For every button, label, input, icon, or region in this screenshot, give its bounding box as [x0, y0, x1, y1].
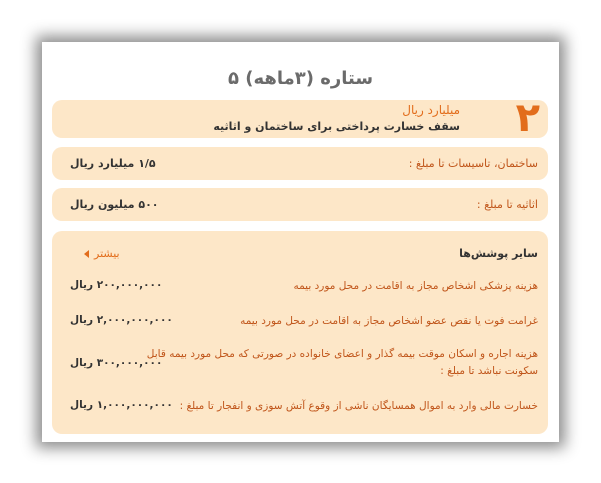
cover-item-label: غرامت فوت یا نقص عضو اشخاص مجاز به اقامت در محل مورد بیمه — [240, 315, 538, 327]
building-coverage-label: ساختمان، تاسیسات تا مبلغ : — [408, 157, 538, 170]
plan-title: ۵ ستاره (۳ماهه) — [227, 68, 374, 89]
cover-item-label: هزینه پزشکی اشخاص مجاز به اقامت در محل مورد بیمه — [293, 280, 538, 292]
coverage-amount: ۲ — [515, 95, 540, 141]
coverage-description: سقف خسارت پرداختی برای ساختمان و اثاثیه — [213, 120, 460, 133]
cover-item-value: ۳۰۰,۰۰۰,۰۰۰ ریال — [70, 357, 163, 369]
chevron-left-icon — [84, 250, 89, 258]
cover-item-value: ۱,۰۰۰,۰۰۰,۰۰۰ ریال — [70, 399, 173, 411]
coverage-unit: میلیارد ریال — [402, 103, 460, 117]
building-coverage-row — [52, 147, 548, 180]
building-coverage-value: ۱/۵ میلیارد ریال — [70, 157, 156, 170]
furniture-coverage-row — [52, 188, 548, 221]
more-label: بیشتر — [94, 247, 120, 260]
cover-item-value: ۲,۰۰۰,۰۰۰,۰۰۰ ریال — [70, 314, 173, 326]
coverage-summary — [52, 95, 548, 141]
furniture-coverage-value: ۵۰۰ میلیون ریال — [70, 198, 159, 211]
cover-item-label: خسارت مالی وارد به اموال همسایگان ناشی از وقوع آتش سوزی و انفجار تا مبلغ : — [179, 400, 538, 412]
more-link[interactable] — [84, 247, 120, 260]
cover-item-value: ۲۰۰,۰۰۰,۰۰۰ ریال — [70, 279, 163, 291]
window-frame — [42, 42, 559, 442]
other-covers-title: سایر پوشش‌ها — [459, 247, 538, 260]
other-covers-panel — [52, 231, 548, 434]
plan-card — [42, 42, 559, 442]
cover-item-label: هزینه اجاره و اسکان موقت بیمه گذار و اعضای خانواده در صورتی که محل مورد بیمه قابل سکونت نباشد تا مبلغ : — [146, 348, 538, 377]
furniture-coverage-label: اثاثیه تا مبلغ : — [476, 198, 538, 211]
